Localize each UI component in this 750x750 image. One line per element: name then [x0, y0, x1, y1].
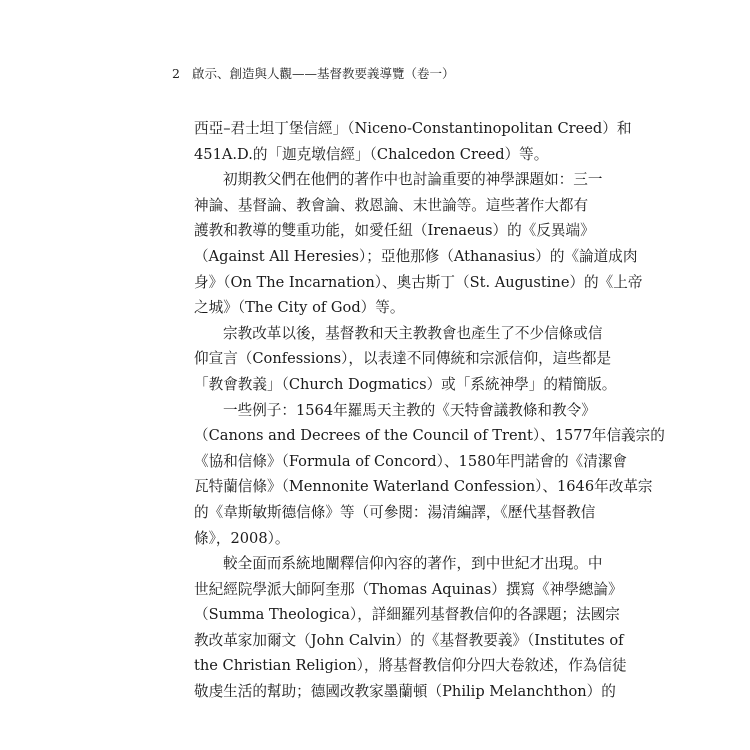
text-line: 神論、基督論、教會論、救恩論、末世論等。這些著作大都有 — [194, 196, 589, 214]
text-line: （Against All Heresies）；亞他那修（Athanasius）的《論道成肉 — [194, 247, 638, 265]
running-head — [172, 66, 455, 82]
text-line: 條》，2008）。 — [194, 529, 290, 547]
text-line: 世紀經院學派大師阿奎那（Thomas Aquinas）撰寫《神學總論》 — [194, 580, 623, 598]
text-line: 的《韋斯敏斯德信條》等（可參閱：湯清編譯，《歷代基督教信 — [194, 503, 596, 521]
text-line: 《協和信條》（Formula of Concord）、1580年門諾會的《清潔會 — [194, 452, 628, 470]
text-line: 451A.D.的「迦克墩信經」（Chalcedon Creed）等。 — [194, 145, 549, 163]
paragraph-first-line: 一些例子：1564年羅馬天主教的《天特會議教條和教令》 — [223, 401, 596, 419]
paragraph-first-line: 較全面而系統地闡釋信仰內容的著作，到中世紀才出現。中 — [223, 555, 603, 573]
text-line: （Summa Theologica），詳細羅列基督教信仰的各課題；法國宗 — [194, 606, 620, 624]
body-text — [194, 116, 665, 705]
text-line: 護教和教導的雙重功能，如愛任紐（Irenaeus）的《反異端》 — [194, 222, 595, 240]
text-line: 「教會教義」（Church Dogmatics）或「系統神學」的精簡版。 — [194, 375, 617, 393]
paragraph-first-line: 宗教改革以後，基督教和天主教教會也產生了不少信條或信 — [223, 324, 603, 342]
text-line: 瓦特蘭信條》（Mennonite Waterland Confession）、1646年改革宗 — [194, 478, 653, 496]
running-title: 啟示、創造與人觀——基督教要義導覽（卷一） — [192, 66, 455, 81]
text-line: 身》（On The Incarnation）、奧古斯丁（St. Augustine）的《上帝 — [194, 273, 643, 291]
paragraph-first-line: 初期教父們在他們的著作中也討論重要的神學課題如：三一 — [223, 171, 603, 189]
text-line: 敬虔生活的幫助；德國改教家墨蘭頓（Philip Melanchthon）的 — [194, 683, 616, 701]
text-line: the Christian Religion），將基督教信仰分四大卷敘述，作為信徒 — [194, 657, 627, 675]
text-line: 西亞–君士坦丁堡信經」（Niceno-Constantinopolitan Creed）和 — [194, 120, 632, 137]
page-number: 2 — [172, 66, 180, 81]
text-line: 之城》（The City of God）等。 — [194, 299, 405, 317]
text-line: 仰宣言（Confessions），以表達不同傳統和宗派信仰，這些都是 — [194, 350, 612, 368]
text-line: （Canons and Decrees of the Council of Trent）、1577年信義宗的 — [194, 427, 665, 445]
text-line: 教改革家加爾文（John Calvin）的《基督教要義》（Institutes of — [194, 631, 624, 649]
